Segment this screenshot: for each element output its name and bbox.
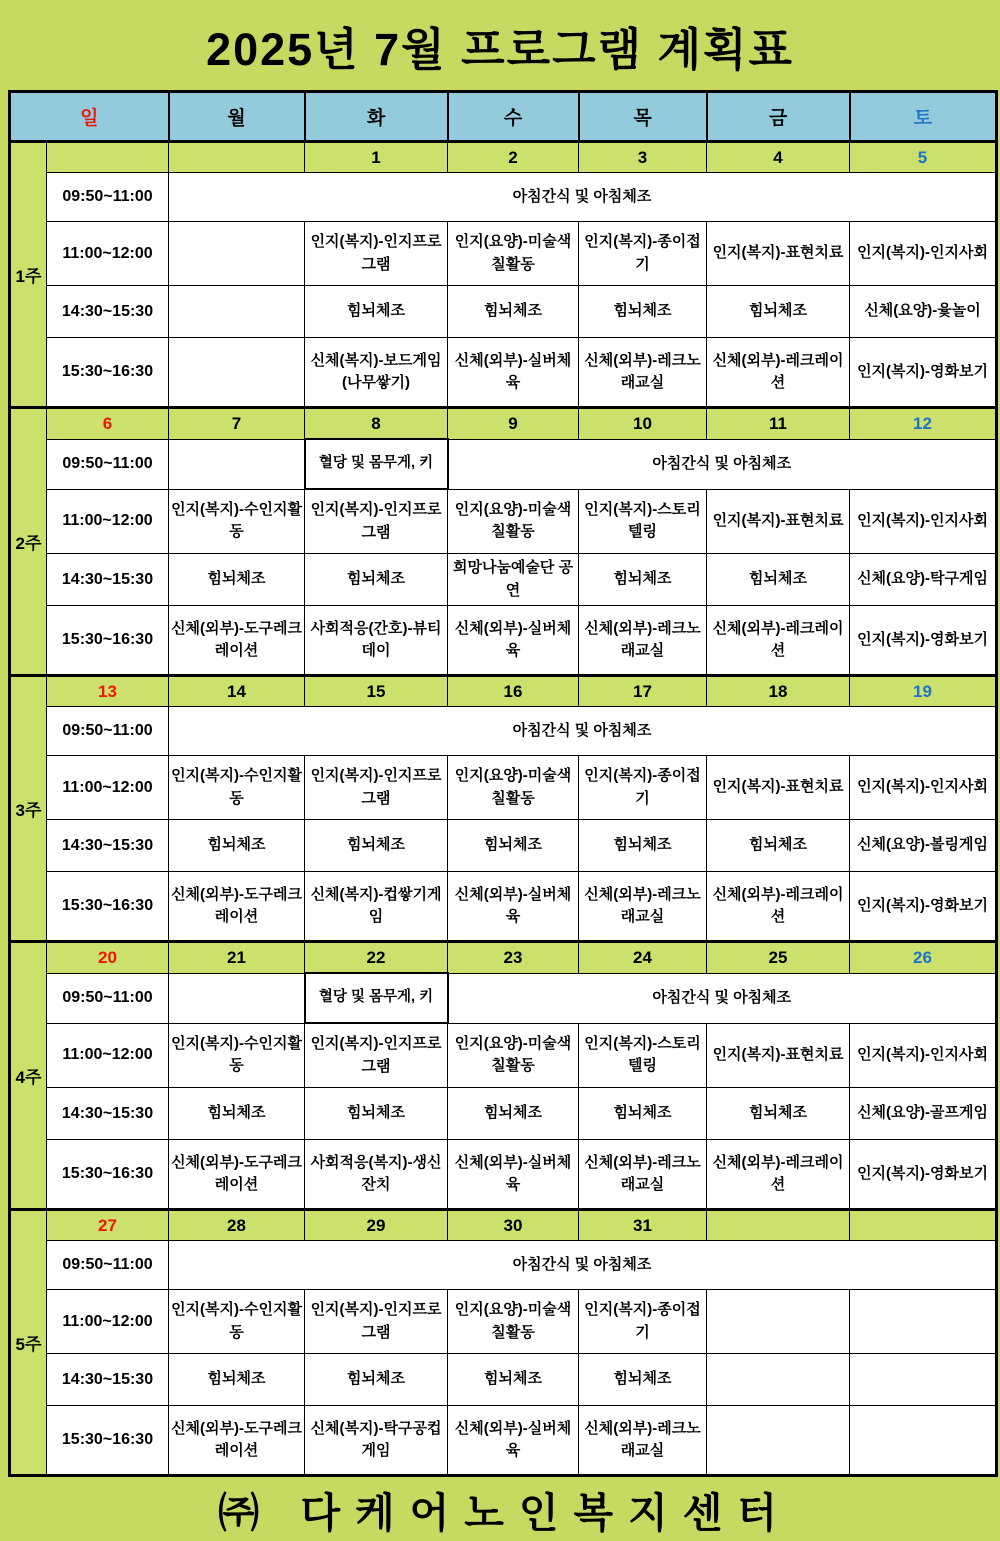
activity-cell: 신체(외부)-레크노래교실 xyxy=(579,872,707,942)
activity-cell xyxy=(707,1354,850,1406)
activity-cell: 힘뇌체조 xyxy=(707,286,850,338)
time-slot-row xyxy=(10,1354,997,1406)
activity-cell: 인지(복지)-영화보기 xyxy=(850,606,997,676)
date-cell xyxy=(47,142,169,173)
date-cell: 3 xyxy=(579,142,707,173)
date-cell: 5 xyxy=(850,142,997,173)
activity-cell: 사회적응(간호)-뷰티데이 xyxy=(305,606,448,676)
activity-cell: 신체(외부)-레크레이션 xyxy=(707,1140,850,1210)
time-slot-label: 09:50~11:00 xyxy=(47,973,169,1023)
date-cell: 31 xyxy=(579,1210,707,1241)
time-slot-row xyxy=(10,1290,997,1354)
time-slot-row xyxy=(10,820,997,872)
activity-cell: 인지(복지)-인지프로그램 xyxy=(305,756,448,820)
time-slot-label: 14:30~15:30 xyxy=(47,554,169,606)
date-row xyxy=(10,676,997,707)
date-cell: 12 xyxy=(850,408,997,440)
activity-cell: 신체(외부)-도구레크레이션 xyxy=(169,606,305,676)
time-slot-row xyxy=(10,439,997,489)
time-slot-row xyxy=(10,872,997,942)
day-header-sunday: 일 xyxy=(10,92,169,142)
activity-cell: 인지(복지)-스토리텔링 xyxy=(579,1023,707,1088)
activity-cell: 신체(복지)-보드게임(나무쌓기) xyxy=(305,338,448,408)
date-cell: 16 xyxy=(448,676,579,707)
activity-cell: 인지(복지)-종이접기 xyxy=(579,756,707,820)
time-slot-row xyxy=(10,286,997,338)
activity-cell: 신체(외부)-레크노래교실 xyxy=(579,1406,707,1476)
time-slot-row xyxy=(10,554,997,606)
activity-cell: 혈당 및 몸무게, 키 xyxy=(305,439,448,489)
time-slot-label: 11:00~12:00 xyxy=(47,1290,169,1354)
activity-cell: 신체(외부)-레크레이션 xyxy=(707,606,850,676)
activity-cell: 신체(외부)-실버체육 xyxy=(448,338,579,408)
time-slot-label: 09:50~11:00 xyxy=(47,173,169,222)
activity-cell: 신체(복지)-컵쌓기게임 xyxy=(305,872,448,942)
activity-cell xyxy=(169,338,305,408)
day-header-saturday: 토 xyxy=(850,92,997,142)
day-header-row xyxy=(10,92,997,142)
date-row xyxy=(10,942,997,974)
activity-cell: 인지(복지)-인지프로그램 xyxy=(305,222,448,286)
activity-cell: 힘뇌체조 xyxy=(448,1088,579,1140)
activity-cell: 인지(복지)-인지프로그램 xyxy=(305,1023,448,1088)
time-slot-row xyxy=(10,973,997,1023)
date-cell: 11 xyxy=(707,408,850,440)
time-slot-label: 09:50~11:00 xyxy=(47,1241,169,1290)
date-cell: 2 xyxy=(448,142,579,173)
merged-activity-cell: 아침간식 및 아침체조 xyxy=(169,1241,997,1290)
activity-cell: 인지(복지)-영화보기 xyxy=(850,1140,997,1210)
date-cell: 6 xyxy=(47,408,169,440)
activity-cell: 신체(외부)-레크노래교실 xyxy=(579,338,707,408)
activity-cell: 신체(요양)-윷놀이 xyxy=(850,286,997,338)
activity-cell: 신체(외부)-도구레크레이션 xyxy=(169,1140,305,1210)
activity-cell xyxy=(850,1290,997,1354)
monthly-schedule-table xyxy=(8,90,998,1477)
activity-cell: 신체(외부)-레크레이션 xyxy=(707,338,850,408)
activity-cell: 인지(복지)-인지프로그램 xyxy=(305,489,448,554)
time-slot-label: 11:00~12:00 xyxy=(47,1023,169,1088)
date-cell: 23 xyxy=(448,942,579,974)
activity-cell: 힘뇌체조 xyxy=(169,1088,305,1140)
date-cell: 7 xyxy=(169,408,305,440)
week-label: 3주 xyxy=(10,676,47,942)
activity-cell: 인지(복지)-인지사회 xyxy=(850,756,997,820)
time-slot-label: 15:30~16:30 xyxy=(47,1406,169,1476)
activity-cell: 힘뇌체조 xyxy=(579,1354,707,1406)
date-cell: 4 xyxy=(707,142,850,173)
time-slot-row xyxy=(10,222,997,286)
activity-cell: 힘뇌체조 xyxy=(448,1354,579,1406)
activity-cell: 신체(외부)-레크레이션 xyxy=(707,872,850,942)
time-slot-label: 11:00~12:00 xyxy=(47,489,169,554)
time-slot-row xyxy=(10,1140,997,1210)
activity-cell: 인지(복지)-표현치료 xyxy=(707,1023,850,1088)
activity-cell: 인지(복지)-종이접기 xyxy=(579,222,707,286)
date-cell: 24 xyxy=(579,942,707,974)
activity-cell: 인지(복지)-표현치료 xyxy=(707,222,850,286)
merged-activity-cell: 아침간식 및 아침체조 xyxy=(448,973,997,1023)
day-header-monday: 월 xyxy=(169,92,305,142)
activity-cell: 인지(복지)-인지사회 xyxy=(850,1023,997,1088)
activity-cell: 신체(외부)-도구레크레이션 xyxy=(169,872,305,942)
day-header-thursday: 목 xyxy=(579,92,707,142)
date-cell: 26 xyxy=(850,942,997,974)
week-label: 2주 xyxy=(10,408,47,676)
activity-cell: 신체(요양)-볼링게임 xyxy=(850,820,997,872)
date-row xyxy=(10,408,997,440)
time-slot-label: 15:30~16:30 xyxy=(47,606,169,676)
activity-cell: 사회적응(복지)-생신잔치 xyxy=(305,1140,448,1210)
time-slot-row xyxy=(10,1241,997,1290)
time-slot-row xyxy=(10,1406,997,1476)
date-cell: 18 xyxy=(707,676,850,707)
week-label: 1주 xyxy=(10,142,47,408)
time-slot-label: 09:50~11:00 xyxy=(47,707,169,756)
activity-cell: 신체(외부)-실버체육 xyxy=(448,872,579,942)
activity-cell: 희망나눔예술단 공연 xyxy=(448,554,579,606)
activity-cell: 인지(복지)-수인지활동 xyxy=(169,489,305,554)
date-cell: 19 xyxy=(850,676,997,707)
date-cell: 8 xyxy=(305,408,448,440)
activity-cell: 인지(복지)-표현치료 xyxy=(707,489,850,554)
date-cell xyxy=(707,1210,850,1241)
activity-cell: 인지(요양)-미술색칠활동 xyxy=(448,756,579,820)
activity-cell xyxy=(850,1354,997,1406)
activity-cell: 인지(복지)-수인지활동 xyxy=(169,1023,305,1088)
activity-cell: 신체(복지)-탁구공컵게임 xyxy=(305,1406,448,1476)
date-cell: 21 xyxy=(169,942,305,974)
schedule-body xyxy=(10,142,997,1476)
activity-cell: 인지(복지)-영화보기 xyxy=(850,338,997,408)
time-slot-label: 11:00~12:00 xyxy=(47,222,169,286)
activity-cell: 신체(외부)-실버체육 xyxy=(448,606,579,676)
activity-cell: 힘뇌체조 xyxy=(579,554,707,606)
date-cell: 15 xyxy=(305,676,448,707)
time-slot-row xyxy=(10,756,997,820)
activity-cell: 인지(복지)-수인지활동 xyxy=(169,756,305,820)
activity-cell: 인지(복지)-인지사회 xyxy=(850,222,997,286)
activity-cell: 힘뇌체조 xyxy=(169,554,305,606)
activity-cell: 힘뇌체조 xyxy=(305,286,448,338)
activity-cell: 신체(외부)-실버체육 xyxy=(448,1406,579,1476)
merged-activity-cell: 아침간식 및 아침체조 xyxy=(169,707,997,756)
date-row xyxy=(10,1210,997,1241)
week-label: 4주 xyxy=(10,942,47,1210)
activity-cell: 힘뇌체조 xyxy=(707,820,850,872)
activity-cell: 힘뇌체조 xyxy=(448,820,579,872)
page-title: 2025년 7월 프로그램 계획표 xyxy=(206,23,794,75)
activity-cell xyxy=(707,1290,850,1354)
time-slot-row xyxy=(10,489,997,554)
activity-cell: 인지(복지)-수인지활동 xyxy=(169,1290,305,1354)
time-slot-row xyxy=(10,338,997,408)
date-cell xyxy=(850,1210,997,1241)
date-cell: 10 xyxy=(579,408,707,440)
time-slot-label: 15:30~16:30 xyxy=(47,1140,169,1210)
activity-cell: 힘뇌체조 xyxy=(707,1088,850,1140)
time-slot-row xyxy=(10,1023,997,1088)
time-slot-row xyxy=(10,173,997,222)
date-cell: 29 xyxy=(305,1210,448,1241)
time-slot-row xyxy=(10,1088,997,1140)
activity-cell: 힘뇌체조 xyxy=(305,554,448,606)
activity-cell: 신체(외부)-레크노래교실 xyxy=(579,1140,707,1210)
activity-cell xyxy=(707,1406,850,1476)
activity-cell: 인지(요양)-미술색칠활동 xyxy=(448,1023,579,1088)
activity-cell: 신체(외부)-도구레크레이션 xyxy=(169,1406,305,1476)
activity-cell: 인지(복지)-인지프로그램 xyxy=(305,1290,448,1354)
date-cell: 1 xyxy=(305,142,448,173)
activity-cell: 혈당 및 몸무게, 키 xyxy=(305,973,448,1023)
activity-cell: 신체(요양)-탁구게임 xyxy=(850,554,997,606)
time-slot-row xyxy=(10,606,997,676)
activity-cell: 힘뇌체조 xyxy=(707,554,850,606)
date-cell: 14 xyxy=(169,676,305,707)
activity-cell: 인지(요양)-미술색칠활동 xyxy=(448,1290,579,1354)
date-cell xyxy=(169,142,305,173)
date-cell: 9 xyxy=(448,408,579,440)
activity-cell xyxy=(169,286,305,338)
activity-cell: 인지(복지)-표현치료 xyxy=(707,756,850,820)
time-slot-label: 14:30~15:30 xyxy=(47,1088,169,1140)
activity-cell xyxy=(169,439,305,489)
activity-cell: 인지(복지)-영화보기 xyxy=(850,872,997,942)
date-cell: 13 xyxy=(47,676,169,707)
merged-activity-cell: 아침간식 및 아침체조 xyxy=(169,173,997,222)
activity-cell: 힘뇌체조 xyxy=(579,286,707,338)
time-slot-label: 11:00~12:00 xyxy=(47,756,169,820)
date-cell: 30 xyxy=(448,1210,579,1241)
activity-cell: 힘뇌체조 xyxy=(169,1354,305,1406)
activity-cell: 힘뇌체조 xyxy=(448,286,579,338)
date-row xyxy=(10,142,997,173)
center-name-footer: ㈜ 다케어노인복지센터 xyxy=(218,1489,792,1536)
merged-activity-cell: 아침간식 및 아침체조 xyxy=(448,439,997,489)
activity-cell: 신체(외부)-실버체육 xyxy=(448,1140,579,1210)
activity-cell xyxy=(169,222,305,286)
activity-cell: 힘뇌체조 xyxy=(579,1088,707,1140)
day-header-tuesday: 화 xyxy=(305,92,448,142)
time-slot-row xyxy=(10,707,997,756)
activity-cell: 힘뇌체조 xyxy=(305,1088,448,1140)
day-header-wednesday: 수 xyxy=(448,92,579,142)
time-slot-label: 15:30~16:30 xyxy=(47,872,169,942)
time-slot-label: 15:30~16:30 xyxy=(47,338,169,408)
activity-cell: 힘뇌체조 xyxy=(305,1354,448,1406)
date-cell: 20 xyxy=(47,942,169,974)
date-cell: 22 xyxy=(305,942,448,974)
activity-cell xyxy=(850,1406,997,1476)
date-cell: 25 xyxy=(707,942,850,974)
activity-cell: 인지(요양)-미술색칠활동 xyxy=(448,222,579,286)
time-slot-label: 14:30~15:30 xyxy=(47,1354,169,1406)
activity-cell: 신체(외부)-레크노래교실 xyxy=(579,606,707,676)
activity-cell: 힘뇌체조 xyxy=(579,820,707,872)
time-slot-label: 14:30~15:30 xyxy=(47,820,169,872)
activity-cell: 인지(복지)-인지사회 xyxy=(850,489,997,554)
activity-cell: 인지(복지)-종이접기 xyxy=(579,1290,707,1354)
time-slot-label: 14:30~15:30 xyxy=(47,286,169,338)
time-slot-label: 09:50~11:00 xyxy=(47,439,169,489)
date-cell: 17 xyxy=(579,676,707,707)
week-label: 5주 xyxy=(10,1210,47,1476)
activity-cell: 신체(요양)-골프게임 xyxy=(850,1088,997,1140)
activity-cell xyxy=(169,973,305,1023)
date-cell: 27 xyxy=(47,1210,169,1241)
activity-cell: 힘뇌체조 xyxy=(169,820,305,872)
day-header-friday: 금 xyxy=(707,92,850,142)
activity-cell: 인지(요양)-미술색칠활동 xyxy=(448,489,579,554)
date-cell: 28 xyxy=(169,1210,305,1241)
activity-cell: 인지(복지)-스토리텔링 xyxy=(579,489,707,554)
activity-cell: 힘뇌체조 xyxy=(305,820,448,872)
